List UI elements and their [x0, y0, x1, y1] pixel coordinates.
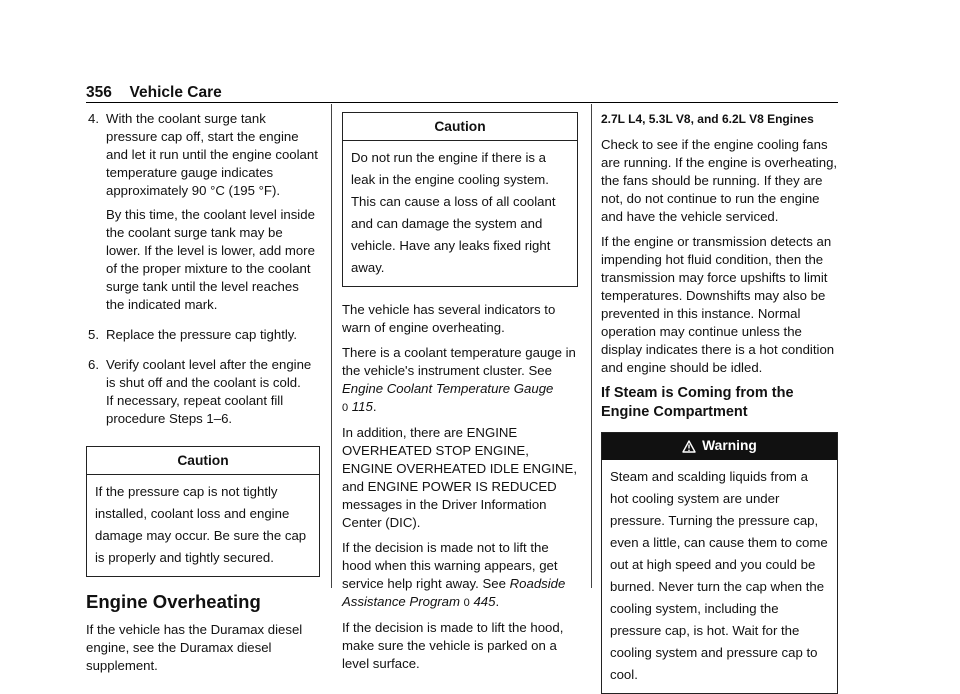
paragraph: If the decision is made not to lift the hood when this warning appears, get service help right away. See Roadside Assistance Program 0 445. [342, 540, 566, 609]
step-5 [86, 326, 320, 350]
column-divider [331, 104, 332, 588]
paragraph: If the decision is made to lift the hood, make sure the vehicle is parked on a level surface. [342, 620, 564, 671]
warning-header [602, 433, 837, 460]
paragraph: In addition, there are ENGINE OVERHEATED STOP ENGINE, ENGINE OVERHEATED IDLE ENGINE, and ENGINE POWER IS REDUCED messages in the Driver Information Center (DIC). [342, 425, 577, 530]
section-title: Engine Overheating [86, 591, 261, 612]
paragraph-text: There is a coolant temperature gauge in the vehicle's instrument cluster. See [342, 345, 576, 378]
step-text: With the coolant surge tank pressure cap off, start the engine and let it run until the engine coolant temperature gauge indicates approximately 90 °C (195 °F). [106, 111, 318, 198]
engine-subheading: 2.7L L4, 5.3L V8, and 6.2L V8 Engines [601, 112, 814, 126]
step-text: By this time, the coolant level inside the coolant surge tank may be lower. If the level is lower, add more of the proper mixture to the coolant surge tank until the level reaches the indicated mark. [106, 207, 315, 312]
paragraph: There is a coolant temperature gauge in the vehicle's instrument cluster. See Engine Coolant Temperature Gauge 0 115. [342, 345, 576, 414]
step-4 [86, 110, 320, 320]
step-number: 6. [88, 357, 99, 372]
step-text: Verify coolant level after the engine is shut off and the coolant is cold. [106, 357, 312, 390]
xref-page[interactable]: 445 [473, 594, 496, 609]
warning-box [601, 432, 838, 694]
xref-link[interactable]: Roadside Assistance Program [342, 576, 566, 609]
step-text: If necessary, repeat coolant fill procedure Steps 1–6. [106, 393, 284, 426]
step-6 [86, 356, 320, 434]
caution-box [342, 112, 578, 287]
subsection-title: If Steam is Coming from the Engine Compartment [601, 385, 794, 420]
header-rule [86, 102, 838, 103]
warning-triangle-icon [682, 440, 696, 453]
column-divider [591, 104, 592, 588]
section-text: If the vehicle has the Duramax diesel engine, see the Duramax diesel supplement. [86, 622, 303, 673]
column-middle [342, 110, 578, 680]
xref-arrow-icon: 0 [342, 402, 349, 414]
caution-box [86, 446, 320, 577]
xref-page[interactable]: 115 [351, 399, 373, 414]
caution-title: Caution [87, 447, 319, 475]
column-right [601, 110, 838, 694]
paragraph: The vehicle has several indicators to warn of engine overheating. [342, 302, 556, 335]
xref-arrow-icon: 0 [463, 597, 470, 609]
step-number: 5. [88, 327, 99, 342]
step-number: 4. [88, 111, 99, 126]
column-left [86, 110, 320, 682]
caution-title: Caution [343, 113, 577, 141]
caution-text: Do not run the engine if there is a leak in the engine cooling system. This can cause a loss of all coolant and can damage the system and vehicle. Have any leaks fixed right away. [351, 150, 556, 275]
warning-title: Warning [702, 438, 757, 453]
paragraph: If the engine or transmission detects an impending hot fluid condition, then the transmission may force upshifts to limit temperatures. Downshifts may also be prevented in this instance. Normal operation may continue unless the display indicates there is a hot condition and engine should be idled. [601, 234, 835, 375]
page-number: 356 [86, 84, 112, 101]
caution-text: If the pressure cap is not tightly installed, coolant loss and engine damage may occur. Be sure the cap is properly and tightly secured. [95, 484, 307, 565]
paragraph-text: If the decision is made not to lift the hood when this warning appears, get service help right away. See [342, 540, 558, 591]
step-text: Replace the pressure cap tightly. [106, 327, 298, 342]
warning-text: Steam and scalding liquids from a hot cooling system are under pressure. Turning the pressure cap, even a little, can cause them to come out at high speed and you could be burned. Never turn the cap when the cooling system, including the pressure cap, is hot. Wait for the cooling system and pressure cap to cool. [610, 469, 828, 682]
paragraph: Check to see if the engine cooling fans are running. If the engine is overheating, the fans should be running. If they are not, do not continue to run the engine and have the vehicle serviced. [601, 137, 838, 224]
xref-link[interactable]: Engine Coolant Temperature Gauge [342, 381, 554, 396]
page-title: Vehicle Care [129, 84, 222, 101]
